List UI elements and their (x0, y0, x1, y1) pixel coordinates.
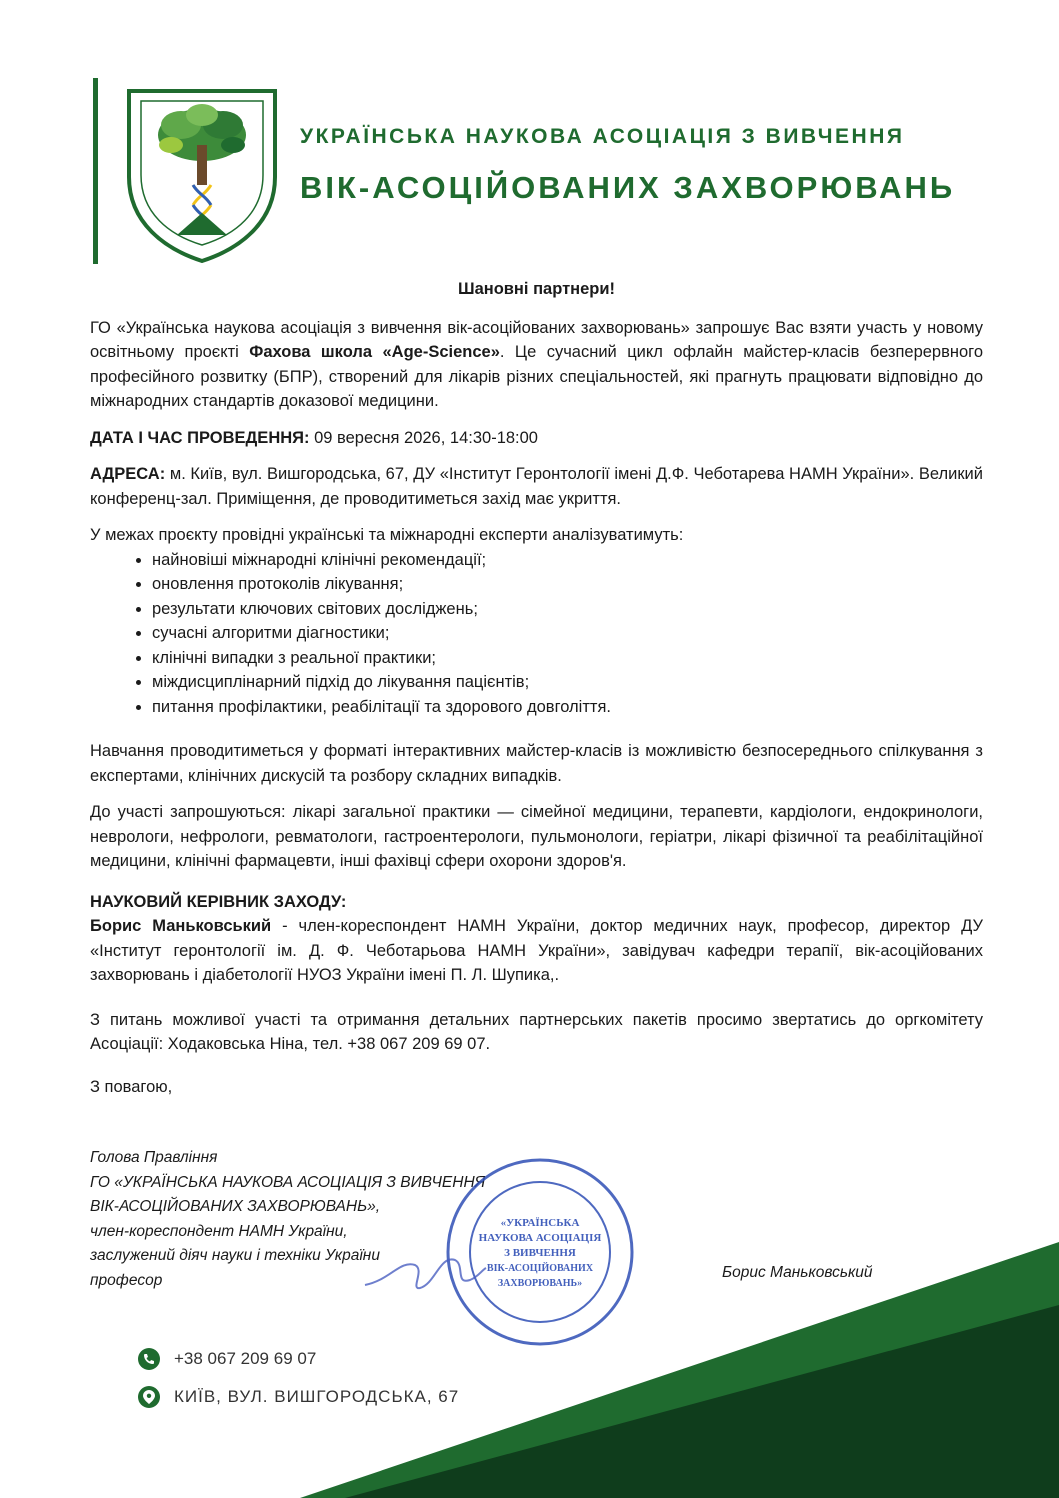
list-item: • оновлення протоколів лікування; (152, 572, 983, 597)
address-paragraph (90, 462, 983, 511)
contact-paragraph: З питань можливої участі та отримання детальних партнерських пакетів просимо звертатись до оргкомітету Асоціації: Ходаковська Ніна, тел. +38 067 209 69 07. (90, 1010, 983, 1053)
address-value: м. Київ, вул. Вишгородська, 67, ДУ «Інститут Геронтології імені Д.Ф. Чеботарева НАМН України». Великий конференц-зал. Приміщення, де проводитиметься захід має укриття. (90, 465, 983, 508)
footer-phone (138, 1348, 316, 1370)
signature-line: член-кореспондент НАМН України, (90, 1222, 348, 1240)
letter-body (90, 277, 983, 1111)
leader-name: Борис Маньковський (90, 917, 272, 935)
header-divider (93, 78, 98, 264)
list-item: • результати ключових світових досліджень; (152, 597, 983, 622)
signature-line: ВІК-АСОЦІЙОВАНИХ ЗАХВОРЮВАНЬ», (90, 1198, 381, 1215)
address-label: АДРЕСА: (90, 465, 166, 483)
list-item: • клінічні випадки з реальної практики; (152, 646, 983, 671)
signature-line: Голова Правління (90, 1149, 218, 1166)
list-item: • найновіші міжнародні клінічні рекомендації; (152, 548, 983, 573)
participants-paragraph: До участі запрошуються: лікарі загальної практики — сімейної медицини, терапевти, кардіологи, ендокринологи, неврологи, нефрологи, ревматологи, гастроентерологи, пульмонологи, геріатри, лікарі фізичної та реабілітаційної медицини, клінічні фармацевти, інші фахівці сфери охорони здоров'я. (90, 803, 983, 870)
footer-address (138, 1386, 459, 1408)
org-name-line1: УКРАЇНСЬКА НАУКОВА АСОЦІАЦІЯ З ВИВЧЕННЯ (300, 125, 905, 148)
phone-number: +38 067 209 69 07 (174, 1349, 317, 1368)
handwritten-signature (360, 1240, 490, 1300)
svg-text:З ВИВЧЕННЯ: З ВИВЧЕННЯ (504, 1247, 576, 1259)
leader-heading: НАУКОВИЙ КЕРІВНИК ЗАХОДУ: (90, 892, 347, 911)
svg-text:«УКРАЇНСЬКА: «УКРАЇНСЬКА (500, 1217, 580, 1229)
intro-text-post: . Це сучасний цикл офлайн майстер-класів безперервного професійного розвитку (БПР), створений для лікарів різних спеціальностей, які прагнуть працювати відповідно до міжнародних стандартів доказової медицини. (90, 343, 983, 410)
format-paragraph: Навчання проводитиметься у форматі інтерактивних майстер-класів із можливістю безпосереднього спілкування з експертами, клінічних дискусій та розбору складних випадків. (90, 742, 983, 785)
date-paragraph (90, 426, 983, 451)
greeting: Шановні партнери! (457, 280, 616, 298)
svg-text:ЗАХВОРЮВАНЬ»: ЗАХВОРЮВАНЬ» (497, 1278, 583, 1289)
address-text: КИЇВ, ВУЛ. ВИШГОРОДСЬКА, 67 (174, 1387, 460, 1406)
signature-line: ГО «УКРАЇНСЬКА НАУКОВА АСОЦІАЦІЯ З ВИВЧЕННЯ (90, 1173, 486, 1191)
list-item: • питання профілактики, реабілітації та здорового довголіття. (152, 695, 983, 720)
leader-paragraph (90, 914, 983, 988)
intro-text-pre: ГО «Українська наукова асоціація з вивчення вік-асоційованих захворювань» запрошує Вас взяти участь у новому освітньому проєкті (90, 318, 983, 361)
signatory-name: Борис Маньковський (722, 1264, 873, 1281)
svg-text:НАУКОВА АСОЦІАЦІЯ: НАУКОВА АСОЦІАЦІЯ (478, 1232, 602, 1244)
date-label: ДАТА І ЧАС ПРОВЕДЕННЯ: (90, 428, 310, 447)
phone-icon (138, 1348, 160, 1370)
svg-text:ВІК-АСОЦІЙОВАНИХ: ВІК-АСОЦІЙОВАНИХ (486, 1263, 594, 1274)
association-logo (121, 85, 283, 263)
intro-paragraph (90, 316, 983, 414)
signature-line: професор (90, 1271, 163, 1289)
date-value: 09 вересня 2026, 14:30-18:00 (309, 428, 538, 447)
location-pin-icon (138, 1386, 160, 1408)
leader-description: - член-кореспондент НАМН України, доктор медичних наук, професор, директор ДУ «Інститут геронтології ім. Д. Ф. Чеботарьова НАМН України», завідувач кафедри терапії, вік-асоційованих захворювань і діабетології НУОЗ України імені П. Л. Шупика,. (90, 917, 983, 984)
regards: З повагою, (90, 1077, 173, 1096)
list-item: • сучасні алгоритми діагностики; (152, 621, 983, 646)
topics-list (90, 548, 983, 720)
signature-line: заслужений діяч науки і техніки України (90, 1247, 380, 1264)
org-name-line2: ВІК-АСОЦІЙОВАНИХ ЗАХВОРЮВАНЬ (300, 170, 956, 205)
topics-intro: У межах проєкту провідні українські та міжнародні експерти аналізуватимуть: (90, 526, 684, 544)
project-name: Фахова школа «Age-Science» (249, 343, 500, 361)
list-item: • міждисциплінарний підхід до лікування пацієнтів; (152, 670, 983, 695)
